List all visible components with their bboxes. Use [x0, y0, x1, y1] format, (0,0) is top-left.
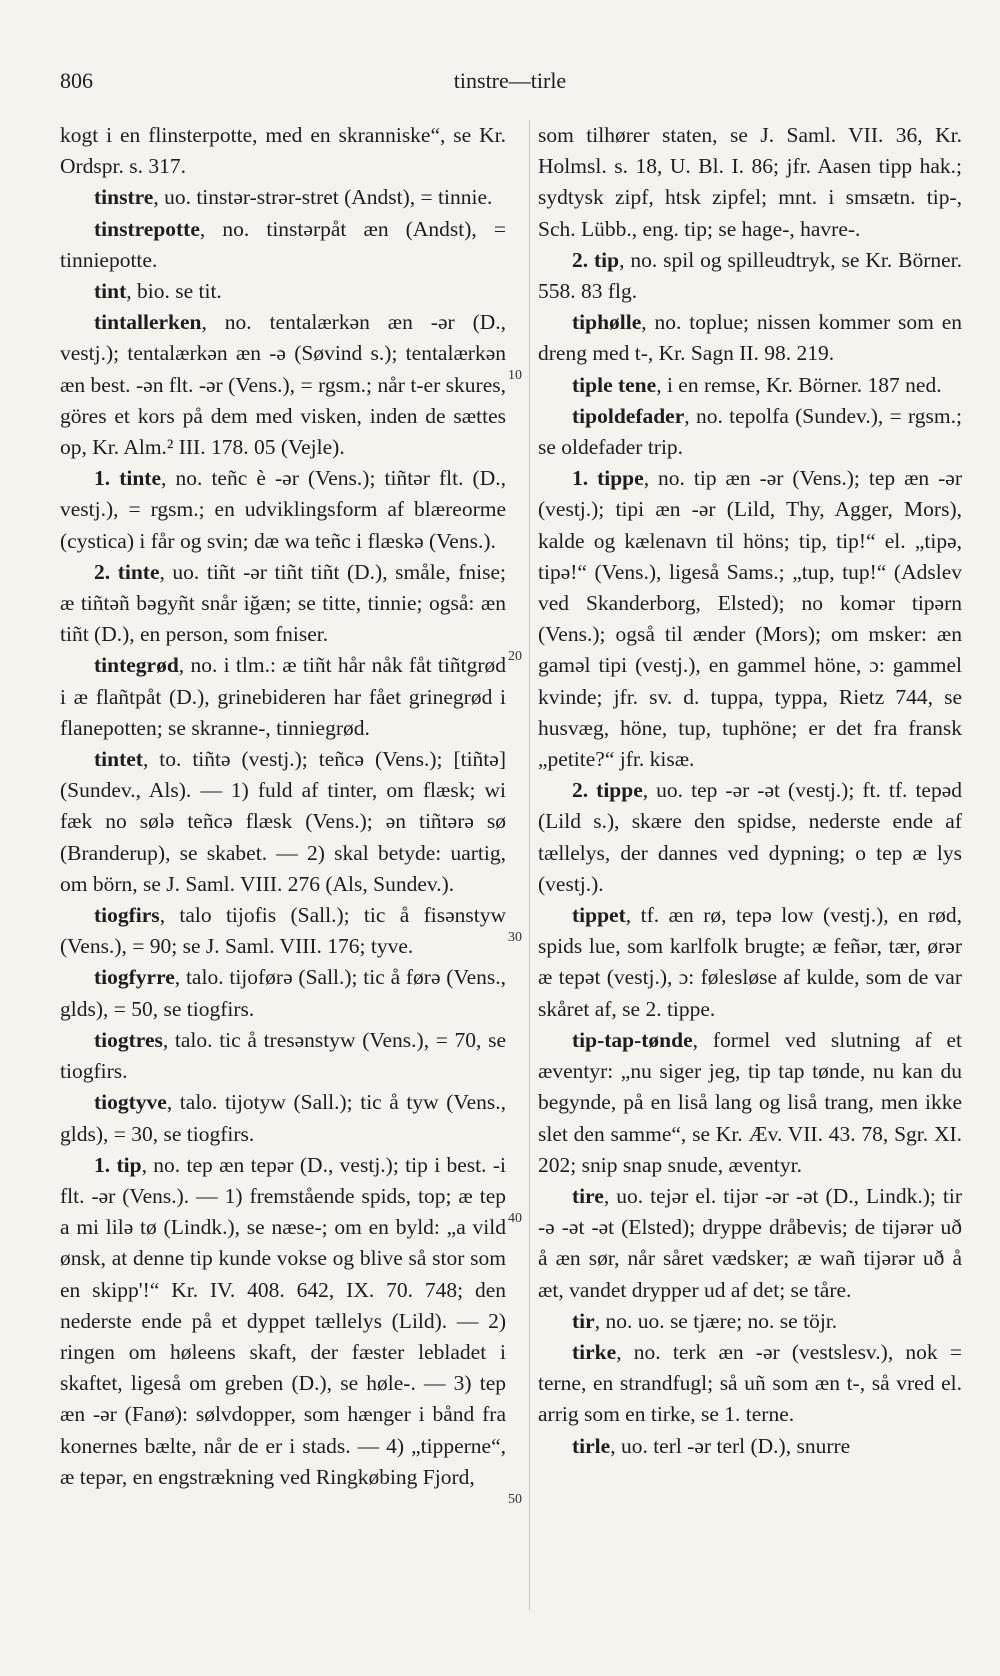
- entry-paragraph: tintallerken, no. tentalærkən æn -ər (D., vestj.); tentalærkən æn -ə (Søvind s.); tentalærkən æn best. -ən flt. -ər (Vens.), = rgsm.; når t-er skures, göres et kors på dem med visken, inden de sættes op, Kr. Alm.² III. 178. 05 (Vejle).: [60, 310, 506, 460]
- entry-paragraph: tir, no. uo. se tjære; no. se töjr.: [572, 1308, 838, 1333]
- entry-paragraph: tintegrød, no. i tlm.: æ tiñt hår nåk fåt tiñtgrød i æ flañtpåt (D.), grinebideren har fået grinegrød i flanepotten; se skranne-, tinniegrød.: [60, 653, 506, 740]
- entry-paragraph: tint, bio. se tit.: [94, 279, 222, 304]
- running-title: tinstre—tirle: [453, 68, 567, 93]
- line-number: 20: [508, 649, 522, 664]
- entry-paragraph: tirle, uo. terl -ər terl (D.), snurre: [572, 1433, 851, 1458]
- entry-paragraph: tiogtres, talo. tic å tresənstyw (Vens.), = 70, se tiogfirs.: [60, 1027, 506, 1084]
- entry-paragraph: tippet, tf. æn rø, tepə low (vestj.), en rød, spids lue, som karlfolk brugte; æ feñər, tær, ørər æ tepət (vestj.), ɔ: følesløse af kulde, som de var skåret af, se 2. tippe.: [538, 903, 962, 1021]
- entry-paragraph: 1. tippe, no. tip æn -ər (Vens.); tep æn -ər (vestj.); tipi æn -ər (Lild, Thy, Agger, Mors), kalde og kælenavn til höns; tip, tip!“ el. „tipə, tipə!“ (Vens.), ligeså Sams.; „tup, tup!“ (Adslev ved Skanderborg, Elsted); no komər tipərn (Vens.); også til ænder (Mors); om msker: æn gaməl tipi (vestj.), en gammel höne, ɔ: gammel kvinde; jfr. sv. d. tuppa, typpa, Rietz 744, se husvæg, höne, tup, tuphöne; er det fra fransk „petite?“ jfr. kisæ.: [538, 466, 962, 772]
- entry-paragraph: 2. tinte, uo. tiñt -ər tiñt tiñt (D.), småle, fnise; æ tiñtəñ bəgyñt snår iğæn; se titte, tinnie; også: æn tiñt (D.), en person, som fniser.: [60, 559, 506, 647]
- line-number: 10: [508, 368, 522, 383]
- entry-paragraph: tiogtyve, talo. tijotyw (Sall.); tic å tyw (Vens., glds), = 30, se tiogfirs.: [60, 1090, 506, 1146]
- column-divider: [529, 120, 530, 1610]
- entry-paragraph: tinstrepotte, no. tinstərpåt æn (Andst), = tinniepotte.: [60, 216, 506, 272]
- entry-paragraph: 1. tip, no. tep æn tepər (D., vestj.); tip i best. -i flt. -ər (Vens.). — 1) fremstående spids, top; æ tep a mi lilə tø (Lindk.), se næse-; om en byld: „a vild ønsk, at denne tip kunde vokse og blive så stor som en skipp'!“ Kr. IV. 408. 642, IX. 70. 748; den nederste ende på et dyppet tællelys (Lild). — 2) ringen om høleens skaft, der fæster lebladet i skaftet, ligeså om greben (D.), se høle-. — 3) tep æn -ər (Fanø): sølvdopper, som hænger i bånd fra konernes bælte, når de er i stads. — 4) „tipperne“, æ tepər, en engstrækning ved Ringkøbing Fjord,: [60, 1152, 507, 1489]
- page-header: [60, 68, 960, 102]
- right-column: [538, 120, 962, 1462]
- left-column: [60, 120, 506, 1493]
- entry-paragraph: kogt i en flinsterpotte, med en skranniske“, se Kr. Ordspr. s. 317.: [60, 123, 506, 179]
- entry-paragraph: 1. tinte, no. teñc è -ər (Vens.); tiñtər flt. (D., vestj.), = rgsm.; en udviklingsform af blæreorme (cystica) i får og svin; dæ wa teñc i flæskə (Vens.).: [60, 466, 506, 553]
- entry-paragraph: tipoldefader, no. tepolfa (Sundev.), = rgsm.; se oldefader trip.: [538, 403, 962, 460]
- entry-paragraph: tiogfirs, talo tijofis (Sall.); tic å fisənstyw (Vens.), = 90; se J. Saml. VIII. 176; tyve.: [60, 903, 506, 959]
- line-number: 40: [508, 1211, 522, 1226]
- line-number: 30: [508, 930, 522, 945]
- page-number: 806: [60, 68, 93, 93]
- line-number: 50: [508, 1492, 522, 1507]
- entry-paragraph: tip-tap-tønde, formel ved slutning af et æventyr: „nu siger jeg, tip tap tønde, nu kan du begynde, på en liså lang og liså trang, men ikke slet den samme“, se Kr. Æv. VII. 43. 78, Sgr. XI. 202; snip snap snude, æventyr.: [538, 1027, 962, 1177]
- entry-paragraph: tiple tene, i en remse, Kr. Börner. 187 ned.: [572, 372, 942, 397]
- entry-paragraph: 2. tippe, uo. tep -ər -ət (vestj.); ft. tf. tepəd (Lild s.), skære den spidse, nederste ende af tællelys, der dannes ved dypning; o tep æ lys (vestj.).: [538, 778, 963, 896]
- entry-paragraph: tiphølle, no. toplue; nissen kommer som en dreng med t-, Kr. Sagn II. 98. 219.: [538, 310, 962, 366]
- entry-paragraph: tirke, no. terk æn -ər (vestslesv.), nok = terne, en strandfugl; så uñ som æn t-, så vred el. arrig som en tirke, se 1. terne.: [538, 1339, 962, 1427]
- entry-paragraph: tiogfyrre, talo. tijoførə (Sall.); tic å førə (Vens., glds), = 50, se tiogfirs.: [60, 965, 506, 1021]
- entry-paragraph: tinstre, uo. tinstər-strər-stret (Andst), = tinnie.: [94, 185, 493, 210]
- entry-paragraph: tire, uo. tejər el. tijər -ər -ət (D., Lindk.); tir -ə -ət -ət (Elsted); dryppe dråbevis; de tijərər uð å æn sør, når såret vædsker; æ wañ tijərər uð å æt, vandet drypper ud af det; se tåre.: [538, 1183, 962, 1302]
- entry-paragraph: 2. tip, no. spil og spilleudtryk, se Kr. Börner. 558. 83 flg.: [538, 247, 963, 304]
- entry-paragraph: tintet, to. tiñtə (vestj.); teñcə (Vens.); [tiñtə] (Sundev., Als). — 1) fuld af tinter, om flæsk; wi fæk no sølə teñcə flæsk (Vens.); ən tiñtərə sø (Branderup), se skabet. — 2) skal betyde: uartig, om börn, se J. Saml. VIII. 276 (Als, Sundev.).: [60, 747, 506, 896]
- entry-paragraph: som tilhører staten, se J. Saml. VII. 36, Kr. Holmsl. s. 18, U. Bl. I. 86; jfr. Aasen tipp hak.; sydtysk zipf, htsk zipfel; mnt. i smsætn. tip-, Sch. Lübb., eng. tip; se hage-, havre-.: [538, 123, 962, 241]
